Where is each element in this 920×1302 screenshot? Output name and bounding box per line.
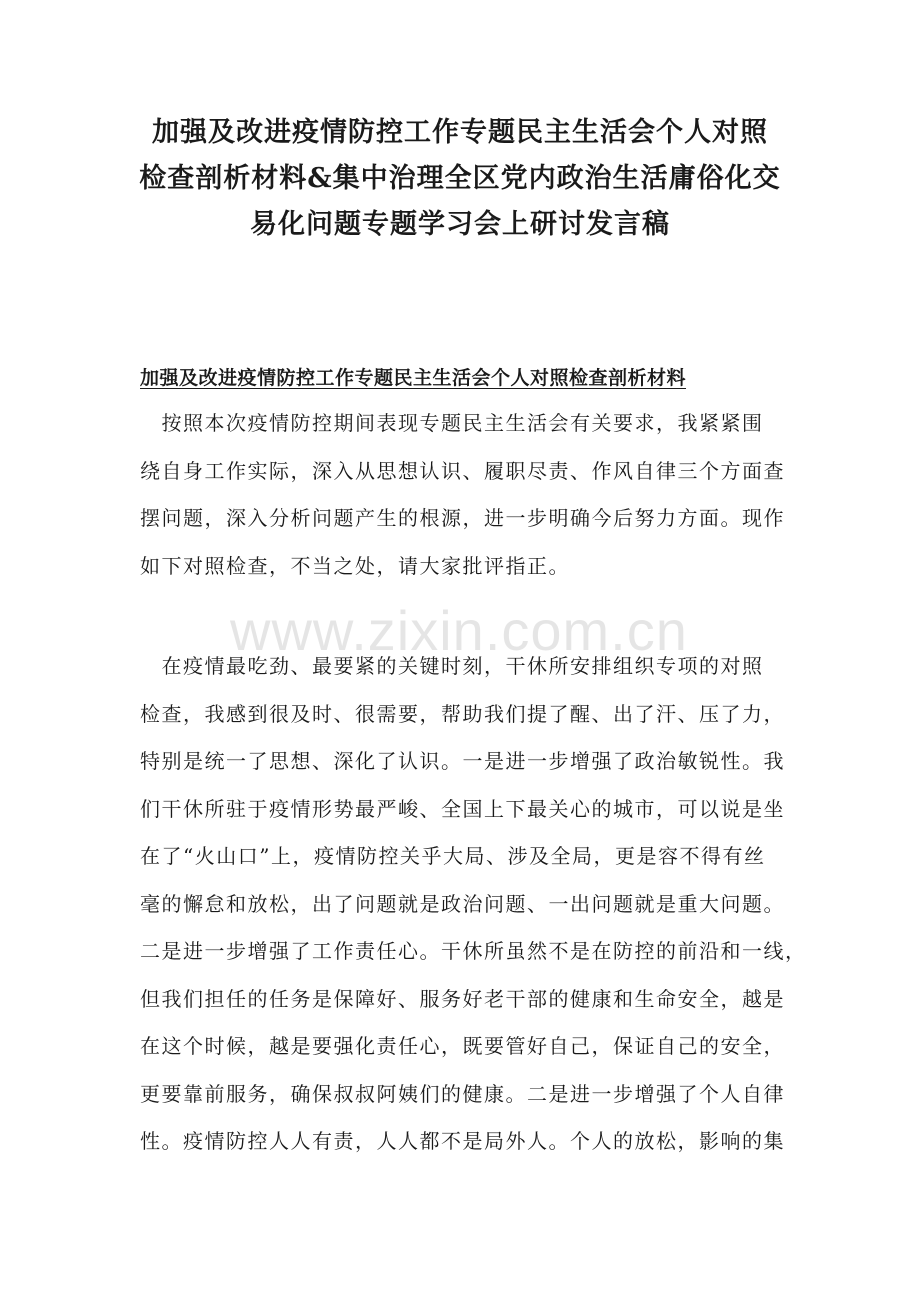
section-heading: 加强及改进疫情防控工作专题民主生活会个人对照检查剖析材料: [140, 367, 687, 389]
title-line: 检查剖析材料&集中治理全区党内政治生活庸俗化交: [139, 163, 781, 194]
text-line: 摆问题，深入分析问题产生的根源，进一步明确今后努力方面。现作: [140, 506, 785, 530]
text-line: 二是进一步增强了工作责任心。干休所虽然不是在防控的前沿和一线，: [140, 939, 807, 963]
text-line: 如下对照检查，不当之处，请大家批评指正。: [140, 553, 570, 578]
text-line: 特别是统一了思想、深化了认识。一是进一步增强了政治敏锐性。我: [140, 749, 785, 773]
title-line: 易化问题专题学习会上研讨发言稿: [250, 209, 670, 240]
title-line: 加强及改进疫情防控工作专题民主生活会个人对照: [152, 117, 768, 148]
text-line: 在疫情最吃劲、最要紧的关键时刻，干休所安排组织专项的对照: [140, 654, 764, 678]
text-line: 更要靠前服务，确保叔叔阿姨们的健康。二是进一步增强了个人自律: [140, 1081, 785, 1106]
text-line: 性。疫情防控人人有责，人人都不是局外人。个人的放松，影响的集: [140, 1129, 785, 1153]
watermark: www.zixin.com.cn: [230, 599, 688, 662]
text-line: 检查，我感到很及时、很需要，帮助我们提了醒、出了汗、压了力，: [140, 701, 785, 726]
text-line: 在这个时候，越是要强化责任心，既要管好自己，保证自己的安全，: [140, 1034, 785, 1058]
text-line: 但我们担任的任务是保障好、服务好老干部的健康和生命安全，越是: [140, 986, 785, 1011]
text-line: 毫的懈怠和放松，出了问题就是政治问题、一出问题就是重大问题。: [140, 891, 785, 916]
document-title: [120, 110, 800, 248]
text-line: 按照本次疫情防控期间表现专题民主生活会有关要求，我紧紧围: [140, 411, 764, 435]
text-line: 在了“火山口”上，疫情防控关乎大局、涉及全局，更是容不得有丝: [140, 844, 766, 868]
text-line: 绕自身工作实际，深入从思想认识、履职尽责、作风自律三个方面查: [140, 458, 785, 483]
paragraph-2: [140, 643, 807, 1166]
paragraph-1: [140, 400, 785, 590]
text-line: 们干休所驻于疫情形势最严峻、全国上下最关心的城市，可以说是坐: [140, 796, 785, 821]
